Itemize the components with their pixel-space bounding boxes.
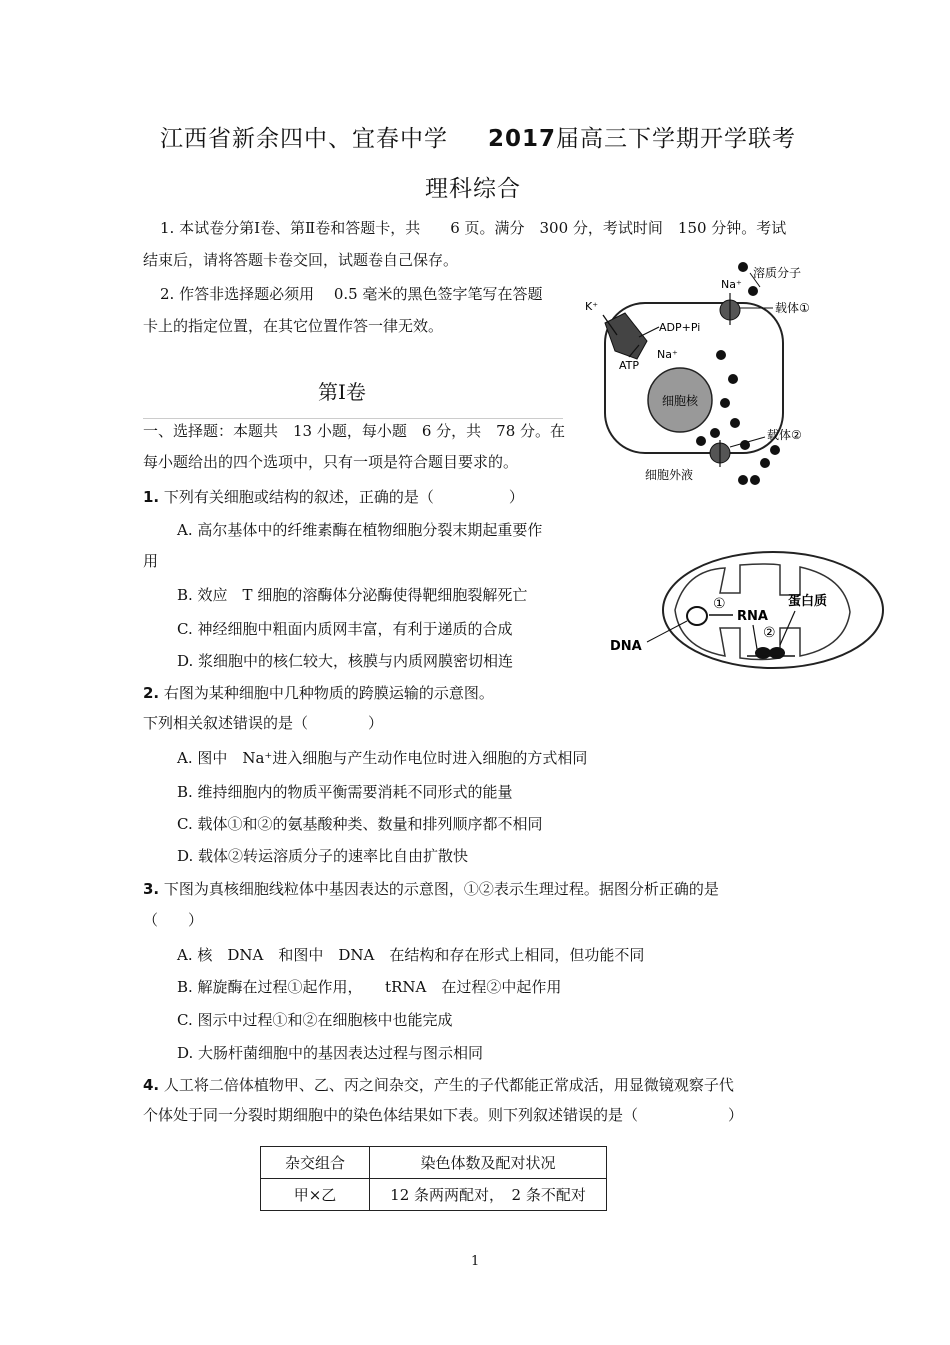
- note-1-line1: 1. 本试卷分第Ⅰ卷、第Ⅱ卷和答题卡，共 6 页。满分 300 分，考试时间 150 分钟。考试: [160, 219, 787, 237]
- table-header-cell: 杂交组合: [261, 1147, 370, 1179]
- extracellular-label: 细胞外液: [645, 468, 694, 482]
- adp-label: ADP+Pi: [659, 321, 701, 334]
- question-3-stem2: （ ）: [143, 911, 204, 929]
- mitochondrion-figure: [605, 545, 890, 675]
- rna-to-ribosome: [753, 625, 757, 649]
- table-header-row: [261, 1147, 607, 1179]
- q2-option-b: B. 维持细胞内的物质平衡需要消耗不同形式的能量: [177, 783, 513, 801]
- dna-ring: [687, 607, 707, 625]
- nucleus-label: 细胞核: [661, 394, 699, 408]
- q2-option-a: A. 图中 Na⁺进入细胞与产生动作电位时进入细胞的方式相同: [177, 749, 588, 767]
- q3-option-a: A. 核 DNA 和图中 DNA 在结构和存在形式上相同，但功能不同: [177, 946, 645, 964]
- section-divider: [143, 418, 563, 419]
- atp-label: ATP: [619, 359, 640, 372]
- note-2-line1: 2. 作答非选择题必须用 0.5 毫米的黑色签字笔写在答题: [160, 285, 543, 303]
- rna-label: RNA: [737, 609, 768, 624]
- adp-arrow: [639, 327, 659, 337]
- question-1-stem: [143, 487, 524, 507]
- title-part1: 江西省新余四中、宜春中学: [160, 126, 448, 152]
- protein-label: 蛋白质: [788, 594, 828, 609]
- title-year: 2017: [488, 126, 557, 152]
- q1-option-a-cont: 用: [143, 552, 159, 570]
- question-4-text: 人工将二倍体植物甲、乙、丙之间杂交，产生的子代都能正常成活，用显微镜观察子代: [163, 1076, 734, 1094]
- solute-label: 溶质分子: [753, 266, 802, 280]
- process1-label: ①: [713, 596, 726, 612]
- chromosome-table: [260, 1146, 607, 1211]
- exam-title: [160, 120, 796, 153]
- section-title: 第Ⅰ卷: [318, 380, 366, 404]
- carrier2-label: 载体②: [767, 428, 802, 442]
- q2-option-d: D. 载体②转运溶质分子的速率比自由扩散快: [177, 847, 469, 865]
- exam-subtitle: 理科综合: [425, 176, 521, 202]
- q1-option-c: C. 神经细胞中粗面内质网丰富，有利于递质的合成: [177, 620, 513, 638]
- q1-option-b: B. 效应 T 细胞的溶酶体分泌酶使得靶细胞裂解死亡: [177, 586, 528, 604]
- question-1-text: 下列有关细胞或结构的叙述，正确的是（ ）: [163, 488, 524, 506]
- section-instr-2: 每小题给出的四个选项中，只有一项是符合题目要求的。: [143, 453, 519, 471]
- carrier1-label: 载体①: [775, 301, 810, 315]
- question-4-stem: [143, 1075, 734, 1095]
- q2-option-c: C. 载体①和②的氨基酸种类、数量和排列顺序都不相同: [177, 815, 543, 833]
- table-cell: 甲×乙: [261, 1179, 370, 1211]
- question-1-number: 1.: [143, 488, 160, 506]
- dna-label: DNA: [610, 639, 642, 654]
- q1-option-d: D. 浆细胞中的核仁较大，核膜与内质网膜密切相连: [177, 652, 514, 670]
- note-1-line2: 结束后，请将答题卡卷交回，试题卷自己保存。: [143, 251, 459, 269]
- question-4-stem2: 个体处于同一分裂时期细胞中的染色体结果如下表。则下列叙述错误的是（ ）: [143, 1106, 744, 1124]
- question-3-stem: [143, 879, 719, 899]
- transport-figure: [575, 255, 835, 495]
- solute-molecules: [696, 262, 780, 485]
- title-part2: 届高三下学期开学联考: [556, 126, 797, 152]
- q3-option-d: D. 大肠杆菌细胞中的基因表达过程与图示相同: [177, 1044, 484, 1062]
- table-row: [261, 1179, 607, 1211]
- question-3-text: 下图为真核细胞线粒体中基因表达的示意图，①②表示生理过程。据图分析正确的是: [163, 880, 719, 898]
- na-top-label: Na⁺: [721, 278, 742, 291]
- na-mid-label: Na⁺: [657, 348, 678, 361]
- ribosome-icon: [755, 647, 785, 659]
- table-cell: 12 条两两配对， 2 条不配对: [370, 1179, 607, 1211]
- q3-option-c: C. 图示中过程①和②在细胞核中也能完成: [177, 1011, 453, 1029]
- question-3-number: 3.: [143, 880, 160, 898]
- question-4-number: 4.: [143, 1076, 160, 1094]
- question-2-text: 右图为某种细胞中几种物质的跨膜运输的示意图。: [163, 684, 494, 702]
- page-number: 1: [471, 1254, 480, 1269]
- k-label: K⁺: [585, 300, 599, 313]
- question-2-stem2: 下列相关叙述错误的是（ ）: [143, 714, 384, 732]
- note-2-line2: 卡上的指定位置，在其它位置作答一律无效。: [143, 317, 444, 335]
- question-2-number: 2.: [143, 684, 160, 702]
- section-instr-1: 一、选择题：本题共 13 小题，每小题 6 分，共 78 分。在: [143, 422, 566, 440]
- table-header-cell: 染色体数及配对状况: [370, 1147, 607, 1179]
- process2-label: ②: [763, 625, 776, 641]
- q3-option-b: B. 解旋酶在过程①起作用， tRNA 在过程②中起作用: [177, 978, 562, 996]
- q1-option-a: A. 高尔基体中的纤维素酶在植物细胞分裂末期起重要作: [177, 521, 543, 539]
- question-2-stem: [143, 683, 494, 703]
